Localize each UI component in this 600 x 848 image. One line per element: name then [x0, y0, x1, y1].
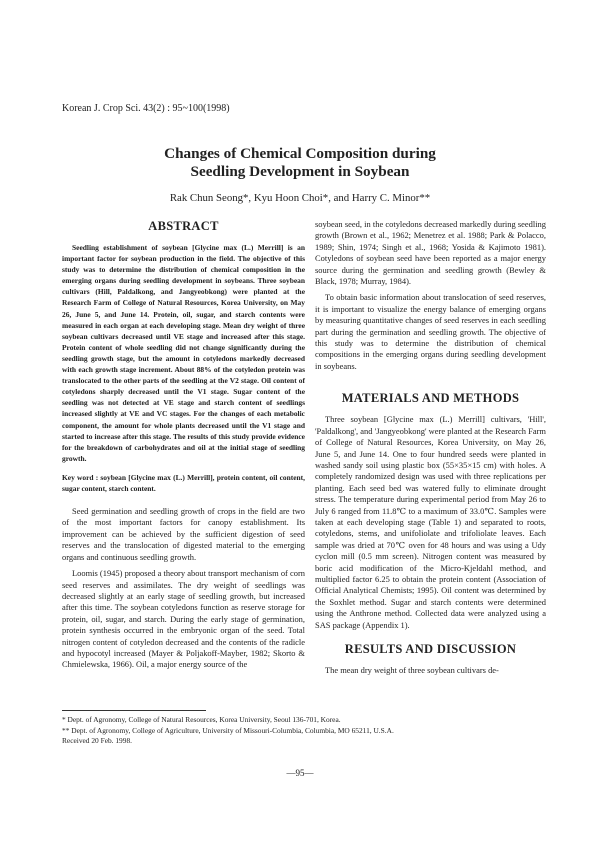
title-line-1: Changes of Chemical Composition during — [164, 145, 436, 162]
author-list: Rak Chun Seong*, Kyu Hoon Choi*, and Harry C. Minor** — [169, 192, 431, 204]
intro-paragraph-4: To obtain basic information about translocation of seed reserves, it is important to visualize the energy balance of emerging organs by measuring quantitative changes of seed reserves in each seedling part during the germination and seedling growth. The objective of this study was to determine the distribution of chemical compositions in the emerging organs during seedling development in soybeans. — [315, 292, 546, 371]
title-line-2: Seedling Development in Soybean — [190, 163, 410, 180]
left-column — [62, 219, 305, 676]
footnote-affiliation-2: ** Dept. of Agronomy, College of Agriculture, University of Missouri-Columbia, Columbia, MO 65211, U.S.A. — [62, 725, 394, 735]
intro-paragraph-2: Loomis (1945) proposed a theory about transport mechanism of corn seed reserves and assimilates. The dry weight of seedlings was decreased slightly at an early stage of seedling growth, but increased after this time. The soybean cotyledons function as reserve storage for protein, oil, sugar, and starch. During the early stage of germination, protein synthesis occurred in the embryonic organ of the seed. Total nitrogen content of cotyledon decreased and the contents of the radicle and hypocotyl increased (Mayer & Poljakoff-Mayber, 1982; Skorto & Chmielewska, 1966). Oil, a major energy source of the — [62, 568, 305, 670]
abstract-text: Seedling establishment of soybean [Glycine max (L.) Merrill] is an important factor for soybean production in the field. The objective of this study was to determine the distribution of chemical composition in the emerging organs during seedling development in soybeans. Three soybean cultivars (Hill, Paldalkong, and Jangyeobkong) were planted at the Research Farm of College of Natural Resources, Korea University, on May 26, June 5, and June 14. Protein, oil, sugar, and starch contents were measured in each organ at each developing stage. Mean dry weight of three soybean cultivars decreased until VE stage and increased after this stage. Protein content of whole seedling did not change significantly during the seedling growth stage, but the amount in cotyledons markedly decreased with each growth stage increment. About 88% of the cotyledon protein was translocated to the other parts of the seedling at the V2 stage. Oil content of cotyledons sharply decreased until the V1 stage. Sugar content of the seedling was not detected at VE stage and starch content of seedlings increased slightly at VE and VC stages. For the changes of each metabolic component, the amount for whole plants decreased until the V1 stage and started to increase after this stage. The results of this study provide evidence for the breakdown of carbohydrates and oil at the initial stage of seedling growth. — [62, 243, 305, 463]
paper-title — [60, 145, 540, 181]
results-heading: RESULTS AND DISCUSSION — [344, 642, 517, 656]
footnotes — [62, 715, 542, 747]
footnote-affiliation-1: * Dept. of Agronomy, College of Natural Resources, Korea University, Seoul 136-701, Korea. — [62, 715, 341, 724]
journal-citation: Korean J. Crop Sci. 43(2) : 95~100(1998) — [62, 103, 230, 114]
right-column — [315, 219, 546, 681]
methods-text: Three soybean [Glycine max (L.) Merrill] cultivars, 'Hill', 'Paldalkong', and 'Jangyeobkong' were planted at the Research Farm of College of Natural Resources, Korea University, on May 26, June 5, and June 14. One to four hundred seeds were planted in washed sandy soil using plastic box (55×35×15 cm) with holes. A completely randomized design was used with three replications per planting. Each seed bed was watered fully to eliminate drought stress. The temperature during experimental period from May 26 to July 6 ranged from 11.8℃ to a maximum of 33.0℃. Samples were taken at each developing stage (Table 1) and separated to roots, cotyledons, stems, and unifoliolate and trifoliolate leaves. Each sample was dried at 70℃ oven for 48 hours and was using a Udy cyclon mill (0.5 mm screen). Nitrogen content was measured by boric acid modification of the Micro-Kjeldahl method, and multiplied factor 6.25 to obtain the protein content (Association of Official Analytical Chemists; 1995). Oil content was determined by the Soxhlet method. Sugar and starch contents were determined using the Anthrone method. Collected data were analyzed using a SAS package (Appendix 1). — [315, 414, 546, 630]
intro-paragraph-3: soybean seed, in the cotyledons decreased markedly during seedling growth (Brown et al., 1962; Menetrez et al. 1988; Park & Polacco, 1989; Shin, 1974; Singh et al., 1968; Yosida & Kajimoto 1981). Cotyledons of soybean seed have been reported as a major energy source during the germination and seedling growth (Bewley & Black, 1978; Murray, 1984). — [315, 219, 546, 287]
footnote-divider — [62, 710, 206, 711]
footnote-received-date: Received 20 Feb. 1998. — [62, 736, 132, 746]
keywords: Key word : soybean [Glycine max (L.) Merrill], protein content, oil content, sugar content, starch content. — [62, 472, 305, 493]
abstract-heading: ABSTRACT — [148, 219, 219, 233]
page-number: —95— — [286, 768, 314, 778]
intro-paragraph-1: Seed germination and seedling growth of crops in the field are two of the most important factors for canopy establishment. Its improvement can be achieved by the sufficient digestion of seed reserves and the translocation of digested material to the emerging organs and continuous seedling growth. — [62, 506, 305, 562]
methods-heading: MATERIALS AND METHODS — [341, 391, 520, 406]
results-text: The mean dry weight of three soybean cultivars de- — [325, 665, 499, 675]
